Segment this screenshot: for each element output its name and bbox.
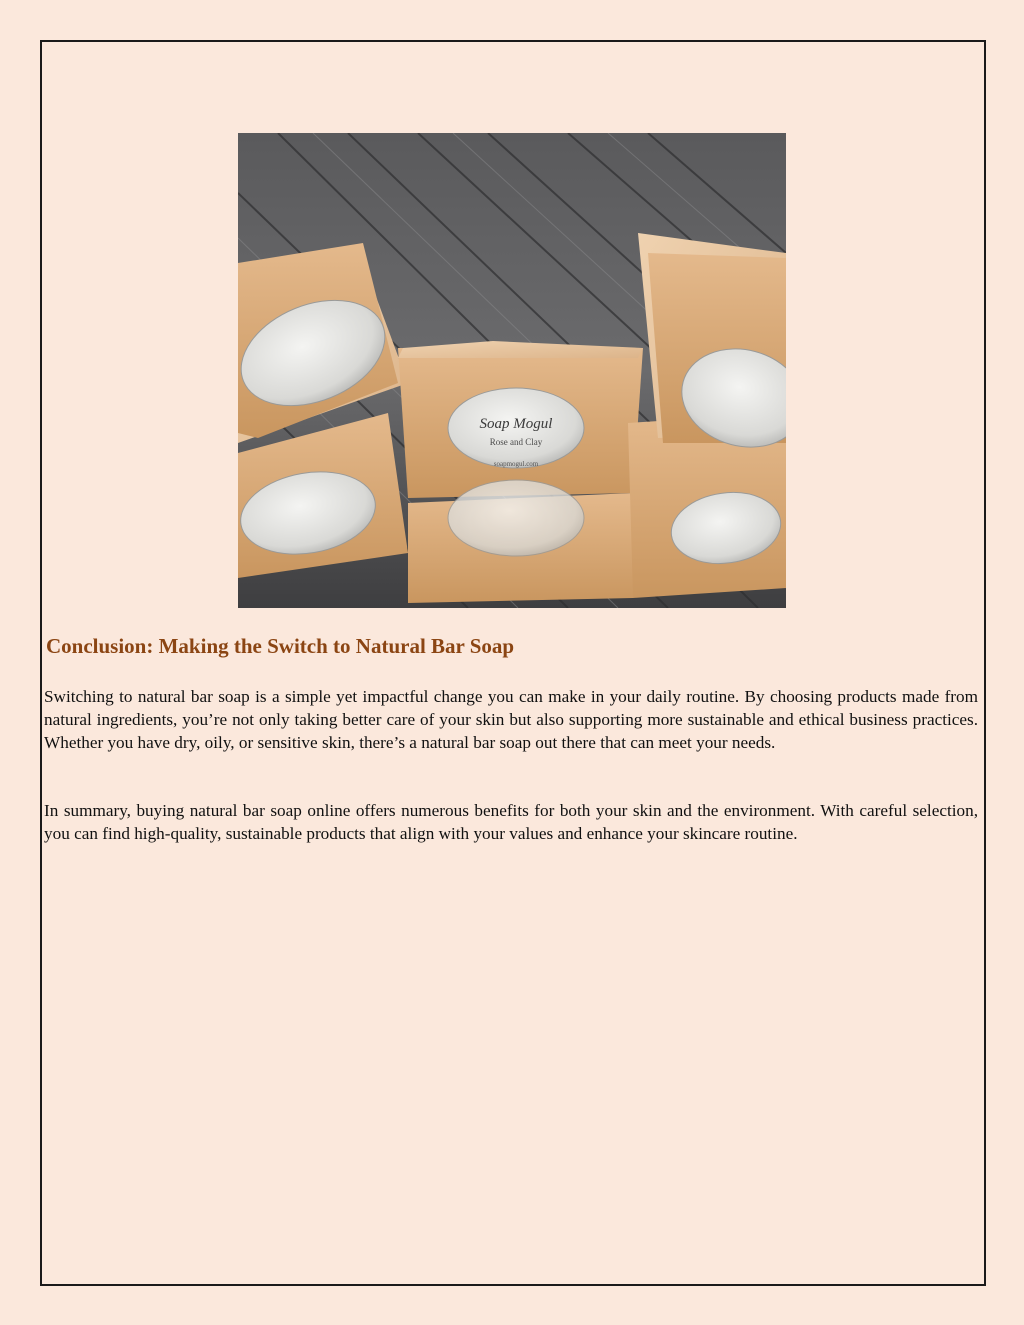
section-heading: Conclusion: Making the Switch to Natural Bar Soap: [46, 634, 515, 658]
paragraph-switching: Switching to natural bar soap is a simple yet impactful change you can make in your daily routine. By choosing products made from natural ingredients, you’re not only taking better care of your skin but also supporting more sustainable and ethical business practices. Whether you have dry, oily, or sensitive skin, there’s a natural bar soap out there that can meet your needs.: [44, 687, 978, 753]
paragraph-summary: In summary, buying natural bar soap online offers numerous benefits for both your skin and the environment. With careful selection, you can find high-quality, sustainable products that align with your values and enhance your skincare routine.: [44, 801, 978, 844]
soap-label-variant: Rose and Clay: [489, 437, 543, 447]
soap-label-brand: Soap Mogul: [479, 416, 553, 432]
soap-bars-photo: [238, 133, 786, 608]
soap-label-site: soapmogul.com: [493, 460, 539, 468]
